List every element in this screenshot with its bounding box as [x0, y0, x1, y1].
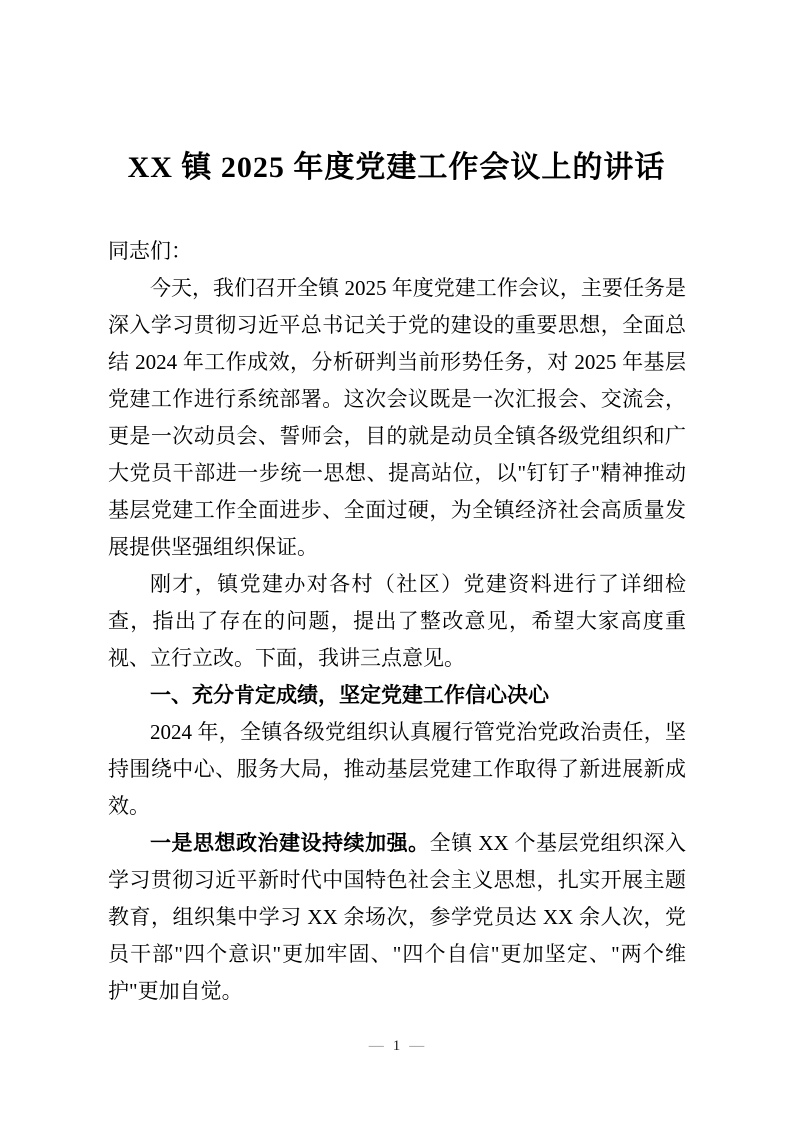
salutation-line: 同志们： [108, 239, 192, 263]
footer-dash-right: — [409, 1038, 425, 1054]
page-footer [0, 1036, 793, 1056]
point-1-paragraph [108, 825, 686, 1010]
section-1-heading: 一、充分肯定成绩，坚定党建工作信心决心 [150, 683, 549, 707]
point-1-body: 全镇 XX 个基层党组织深入学习贯彻习近平新时代中国特色社会主义思想，扎实开展主题教育，组织集中学习 XX 余场次，参学党员达 XX 余人次，党员干部"四个意识"更加牢固、"四个自信"更加坚定、"两个维护"更加自觉。 [108, 831, 686, 1003]
paragraph-review: 刚才，镇党建办对各村（社区）党建资料进行了详细检查，指出了存在的问题，提出了整改意见，希望大家高度重视、立行立改。下面，我讲三点意见。 [108, 572, 686, 670]
section-1-intro: 2024 年，全镇各级党组织认真履行管党治党政治责任，坚持围绕中心、服务大局，推动基层党建工作取得了新进展新成效。 [108, 720, 686, 818]
paragraph-intro: 今天，我们召开全镇 2025 年度党建工作会议，主要任务是深入学习贯彻习近平总书记关于党的建设的重要思想，全面总结 2024 年工作成效，分析研判当前形势任务，对 2025 年基层党建工作进行系统部署。这次会议既是一次汇报会、交流会，更是一次动员会、誓师会，目的就是动员全镇各级党组织和广大党员干部进一步统一思想、提高站位，以"钉钉子"精神推动基层党建工作全面进步、全面过硬，为全镇经济社会高质量发展提供坚强组织保证。 [108, 276, 686, 559]
document-title-text: XX 镇 2025 年度党建工作会议上的讲话 [127, 151, 666, 184]
document-title [0, 0, 793, 188]
point-1-lead: 一是思想政治建设持续加强。 [150, 831, 430, 855]
page-number: 1 [392, 1038, 401, 1054]
footer-dash-left: — [368, 1038, 384, 1054]
document-body [108, 233, 686, 1010]
